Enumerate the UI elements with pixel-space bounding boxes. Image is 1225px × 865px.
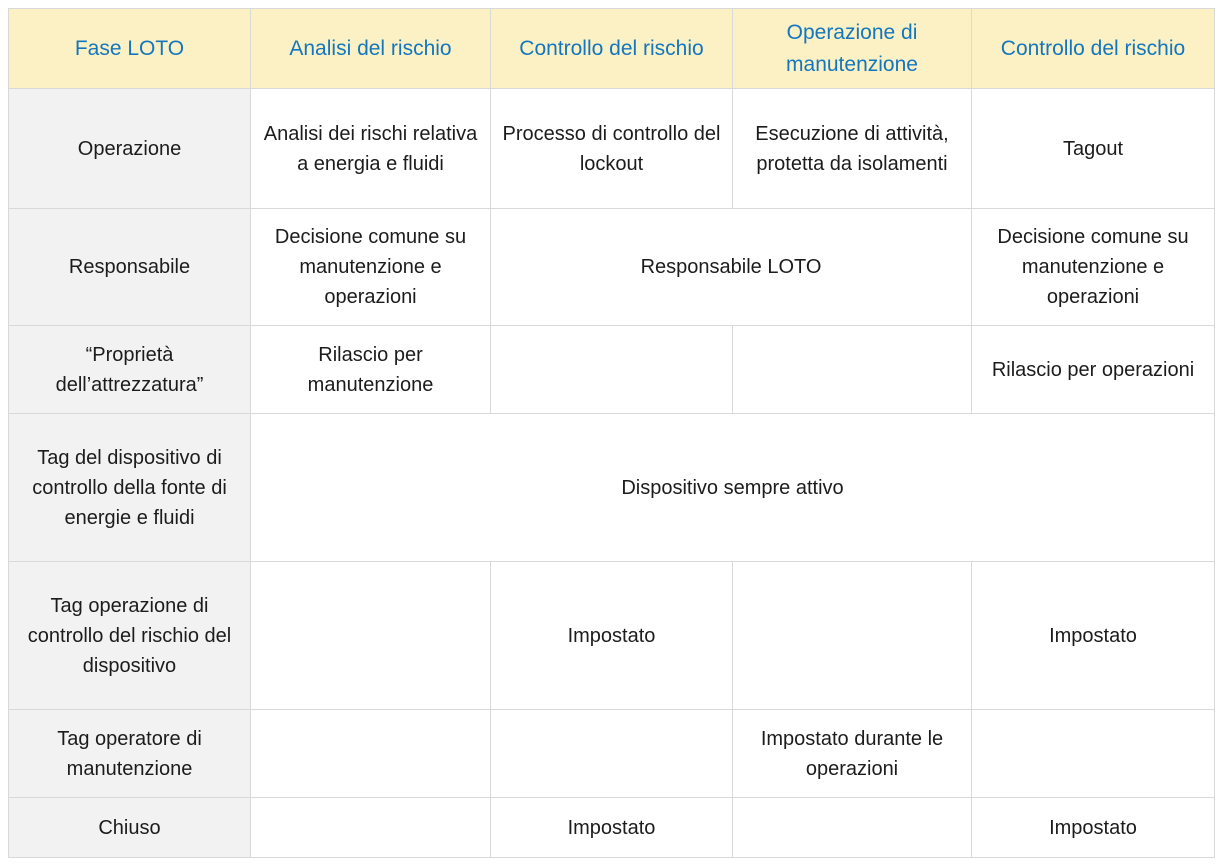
- table-header-row: [9, 9, 1215, 89]
- table-cell: Impostato: [972, 562, 1215, 710]
- table-cell: [491, 326, 733, 414]
- table-cell: [491, 710, 733, 798]
- table-cell: [733, 326, 972, 414]
- table-cell: Impostato durante le operazioni: [733, 710, 972, 798]
- table-row-tag-operazione-controllo-rischio: [9, 562, 1215, 710]
- table-cell: Rilascio per operazioni: [972, 326, 1215, 414]
- table-cell: Tagout: [972, 89, 1215, 209]
- table-cell: Impostato: [972, 798, 1215, 858]
- table-cell: [251, 562, 491, 710]
- table-row-chiuso: [9, 798, 1215, 858]
- table-cell: [972, 710, 1215, 798]
- table-row-tag-operatore-manutenzione: [9, 710, 1215, 798]
- table-cell: [733, 798, 972, 858]
- table-cell: [733, 562, 972, 710]
- table-row-operazione: [9, 89, 1215, 209]
- table-cell: Decisione comune su manutenzione e operazioni: [251, 209, 491, 326]
- header-controllo-del-rischio-1: Controllo del rischio: [491, 9, 733, 89]
- row-label-tag-operatore-manutenzione: Tag operatore di manutenzione: [9, 710, 251, 798]
- header-fase-loto: Fase LOTO: [9, 9, 251, 89]
- table-cell: Analisi dei rischi relativa a energia e fluidi: [251, 89, 491, 209]
- row-label-proprieta-attrezzatura: “Proprietà dell’attrezzatura”: [9, 326, 251, 414]
- header-controllo-del-rischio-2: Controllo del rischio: [972, 9, 1215, 89]
- table-cell: [251, 710, 491, 798]
- table-row-tag-dispositivo-fonte-energie: [9, 414, 1215, 562]
- header-operazione-di-manutenzione: Operazione di manutenzione: [733, 9, 972, 89]
- row-label-tag-dispositivo-fonte-energie: Tag del dispositivo di controllo della fonte di energie e fluidi: [9, 414, 251, 562]
- table-cell: Esecuzione di attività, protetta da isolamenti: [733, 89, 972, 209]
- table-cell: Rilascio per manutenzione: [251, 326, 491, 414]
- row-label-operazione: Operazione: [9, 89, 251, 209]
- table-cell: Decisione comune su manutenzione e operazioni: [972, 209, 1215, 326]
- table-cell: [251, 798, 491, 858]
- row-label-chiuso: Chiuso: [9, 798, 251, 858]
- table-cell-spanned: Responsabile LOTO: [491, 209, 972, 326]
- table-row-responsabile: [9, 209, 1215, 326]
- table-row-proprieta-attrezzatura: [9, 326, 1215, 414]
- table-cell: Impostato: [491, 798, 733, 858]
- row-label-tag-operazione-controllo-rischio: Tag operazione di controllo del rischio del dispositivo: [9, 562, 251, 710]
- loto-phase-table: [8, 8, 1215, 858]
- header-analisi-del-rischio: Analisi del rischio: [251, 9, 491, 89]
- table-cell-spanned: Dispositivo sempre attivo: [251, 414, 1215, 562]
- table-cell: Impostato: [491, 562, 733, 710]
- row-label-responsabile: Responsabile: [9, 209, 251, 326]
- table-cell: Processo di controllo del lockout: [491, 89, 733, 209]
